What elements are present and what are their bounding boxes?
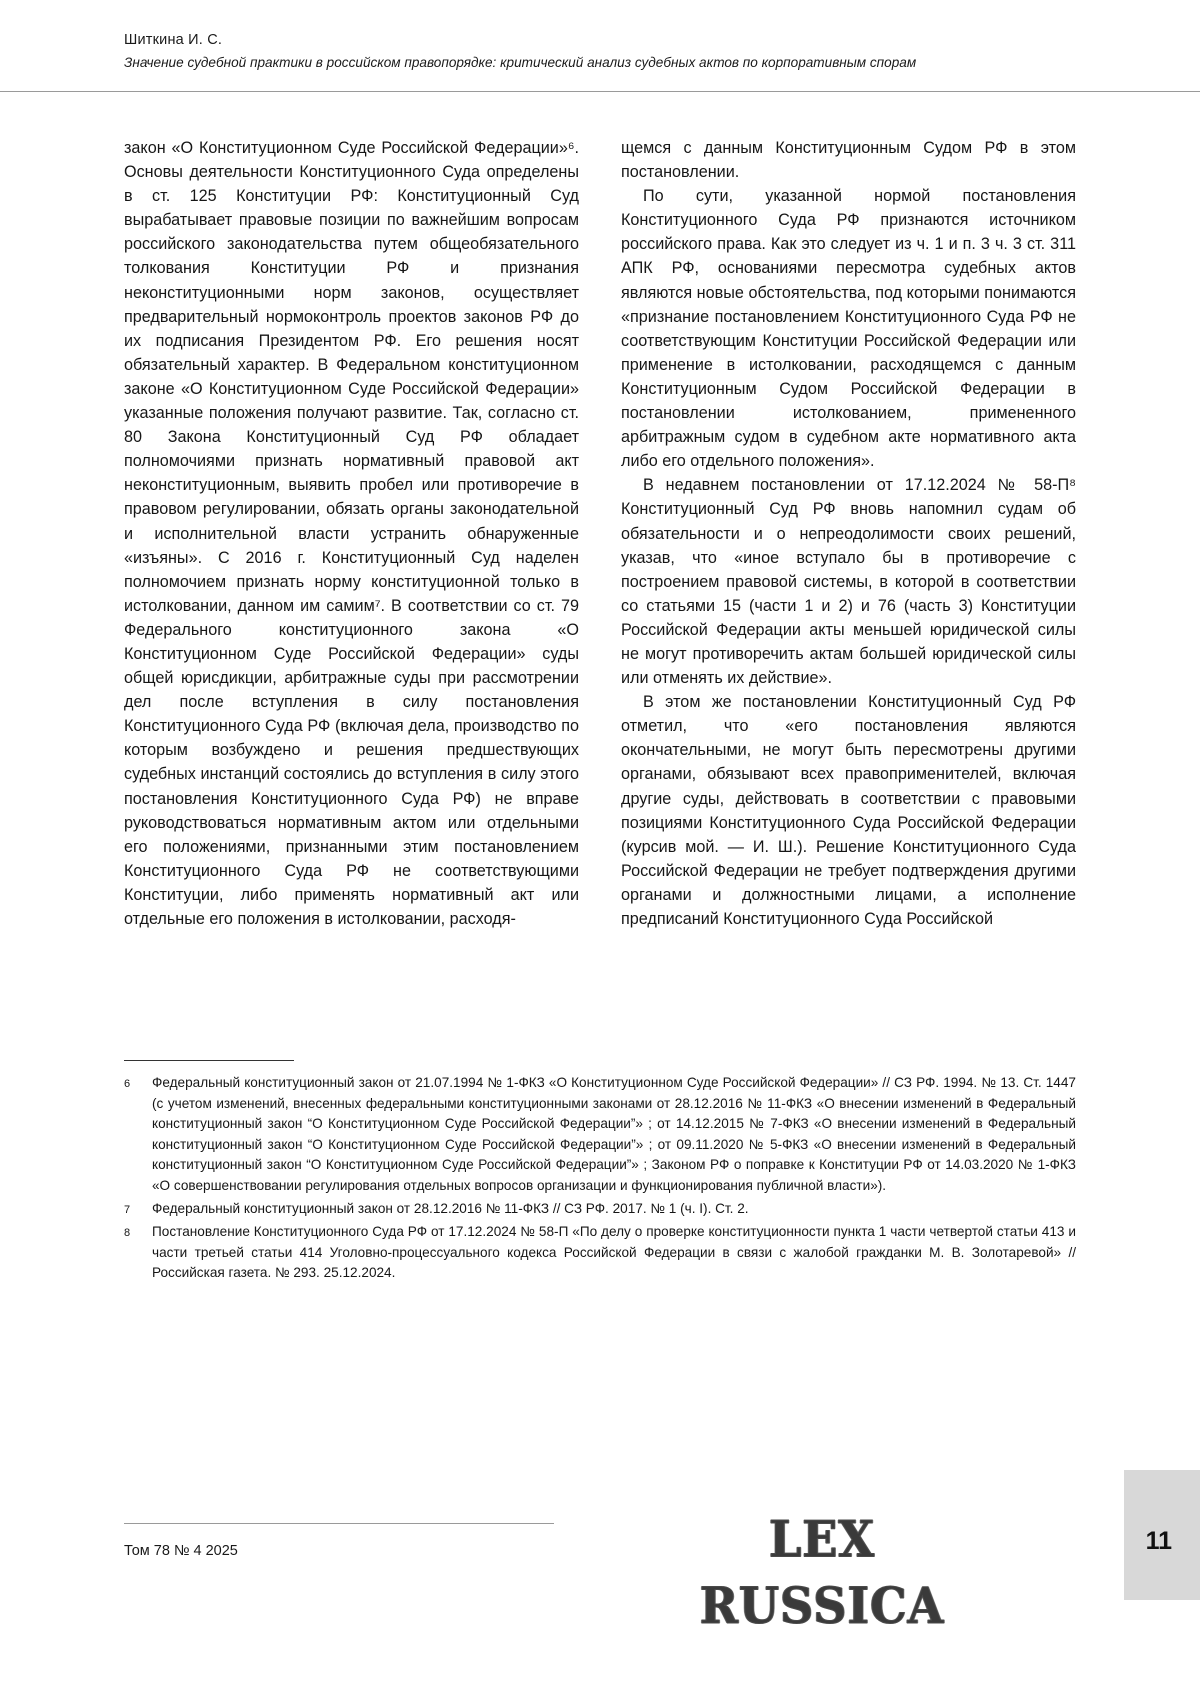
paragraph: закон «О Конституционном Суде Российской Федерации»⁶. Основы деятельности Конституционного Суда определены в ст. 125 Конституции РФ: Конституционный Суд вырабатывает правовые позиции по важнейшим вопросам российского законодательства путем общеобязательного толкования Конституции РФ и признания неконституционными норм законов, осуществляет предварительный нормоконтроль проектов законов РФ до их подписания Президентом РФ. Его решения носят обязательный характер. В Федеральном конституционном законе «О Конституционном Суде Российской Федерации» указанные положения получают развитие. Так, согласно ст. 80 Закона Конституционный Суд РФ обладает полномочиями признать нормативный правовой акт неконституционным, выявить пробел или противоречие в правовом регулировании, обязать органы законодательной и исполнительной власти устранить обнаруженные «изъяны». С 2016 г. Конституционный Суд наделен полномочием признать норму конституционной только в истолковании, данном им самим⁷. В соответствии со ст. 79 Федерального конституционного закона «О Конституционном Суде Российской Федерации» суды общей юрисдикции, арбитражные суды при рассмотрении дел после вступления в силу постановления Конституционного Суда РФ (включая дела, производство по которым возбуждено и решения предшествующих судебных инстанций состоялись до вступления в силу этого постановления Конституционного Суда РФ) не вправе руководствоваться нормативным актом или отдельными его положениями, признанными этим постановлением Конституционного Суда РФ не соответствующими Конституции, либо применять нормативный акт или отдельные его положения в истолковании, расходя- <box>124 139 579 928</box>
footnote-text: Постановление Конституционного Суда РФ от 17.12.2024 № 58-П «По делу о проверке конституционности пункта 1 части четвертой статьи 413 и части третьей статьи 414 Уголовно-процессуального кодекса Российской Федерации в связи с жалобой гражданки М. В. Золотаревой» // Российская газета. № 293. 25.12.2024. <box>152 1224 1076 1281</box>
footnotes-block <box>124 1060 1076 1286</box>
footnote-text: Федеральный конституционный закон от 28.12.2016 № 11-ФКЗ // СЗ РФ. 2017. № 1 (ч. I). Ст. 2. <box>152 1200 749 1216</box>
footnote-divider <box>124 1060 294 1061</box>
paragraph: В недавнем постановлении от 17.12.2024 № 58-П⁸ Конституционный Суд РФ вновь напомнил судам об обязательности и о непреодолимости своих решений, указав, что «иное вступало бы в противоречие с построением правовой системы, в которой в соответствии со статьями 15 (части 1 и 2) и 76 (часть 3) Конституции Российской Федерации акты меньшей юридической силы не могут противоречить актам большей юридической силы или отменять их действие». <box>621 476 1076 688</box>
running-head-author: Шиткина И. С. <box>124 32 223 48</box>
paragraph: В этом же постановлении Конституционный Суд РФ отметил, что «его постановления являются окончательными, не могут быть пересмотрены другими органами, обязывают всех правоприменителей, включая другие суды, действовать в соответствии с правовыми позициями Конституционного Суда Российской Федерации (курсив мой. — И. Ш.). Решение Конституционного Суда Российской Федерации не требует подтверждения другими органами и должностными лицами, а исполнение предписаний Конституционного Суда Российской <box>621 693 1076 928</box>
running-head <box>124 30 1074 73</box>
footnote-marker: 7 <box>124 1203 131 1216</box>
footer-divider <box>124 1523 554 1524</box>
column-left <box>124 136 579 931</box>
running-head-title: Значение судебной практики в российском правопорядке: критический анализ судебных актов по корпоративным спорам <box>124 55 917 70</box>
header-divider <box>0 91 1200 92</box>
column-right <box>621 136 1076 931</box>
issue-info: Том 78 № 4 2025 <box>124 1543 238 1559</box>
paragraph: щемся с данным Конституционным Судом РФ в этом постановлении. <box>621 139 1076 182</box>
journal-logo: LEX RUSSICA <box>699 1509 945 1636</box>
paragraph: По сути, указанной нормой постановления Конституционного Суда РФ признаются источником российского права. Как это следует из ч. 1 и п. 3 ч. 3 ст. 311 АПК РФ, основаниями пересмотра судебных актов являются новые обстоятельства, под которыми понимаются «признание постановлением Конституционного Суда РФ не соответствующим Конституции Российской Федерации или применение в истолковании, расходящемся с данным Конституционным Судом Российской Федерации в постановлении истолкованием, примененного арбитражным судом в судебном акте нормативного акта либо его отдельного положения». <box>621 187 1076 471</box>
page-number: 11 <box>1145 1527 1172 1555</box>
footnote-item <box>124 1073 1076 1197</box>
footnote-marker: 6 <box>124 1078 131 1090</box>
footnote-marker: 8 <box>124 1227 131 1240</box>
footnote-item <box>124 1199 1076 1221</box>
footnote-item <box>124 1222 1076 1284</box>
body-columns <box>124 136 1076 931</box>
footnote-text: Федеральный конституционный закон от 21.07.1994 № 1-ФКЗ «О Конституционном Суде Российской Федерации» // СЗ РФ. 1994. № 13. Ст. 1447 (с учетом изменений, внесенных федеральными конституционными законами от 28.12.2016 № 11-ФКЗ «О внесении изменений в Федеральный конституционный закон “О Конституционном Суде Российской Федерации”» ; от 14.12.2015 № 7-ФКЗ «О внесении изменений в Федеральный конституционный закон “О Конституционном Суде Российской Федерации”» ; от 09.11.2020 № 5-ФКЗ «О внесении изменений в Федеральный конституционный закон “О Конституционном Суде Российской Федерации”» ; Законом РФ о поправке к Конституции РФ от 14.03.2020 № 1-ФКЗ «О совершенствовании регулирования отдельных вопросов организации и функционирования публичной власти»). <box>152 1075 1076 1193</box>
